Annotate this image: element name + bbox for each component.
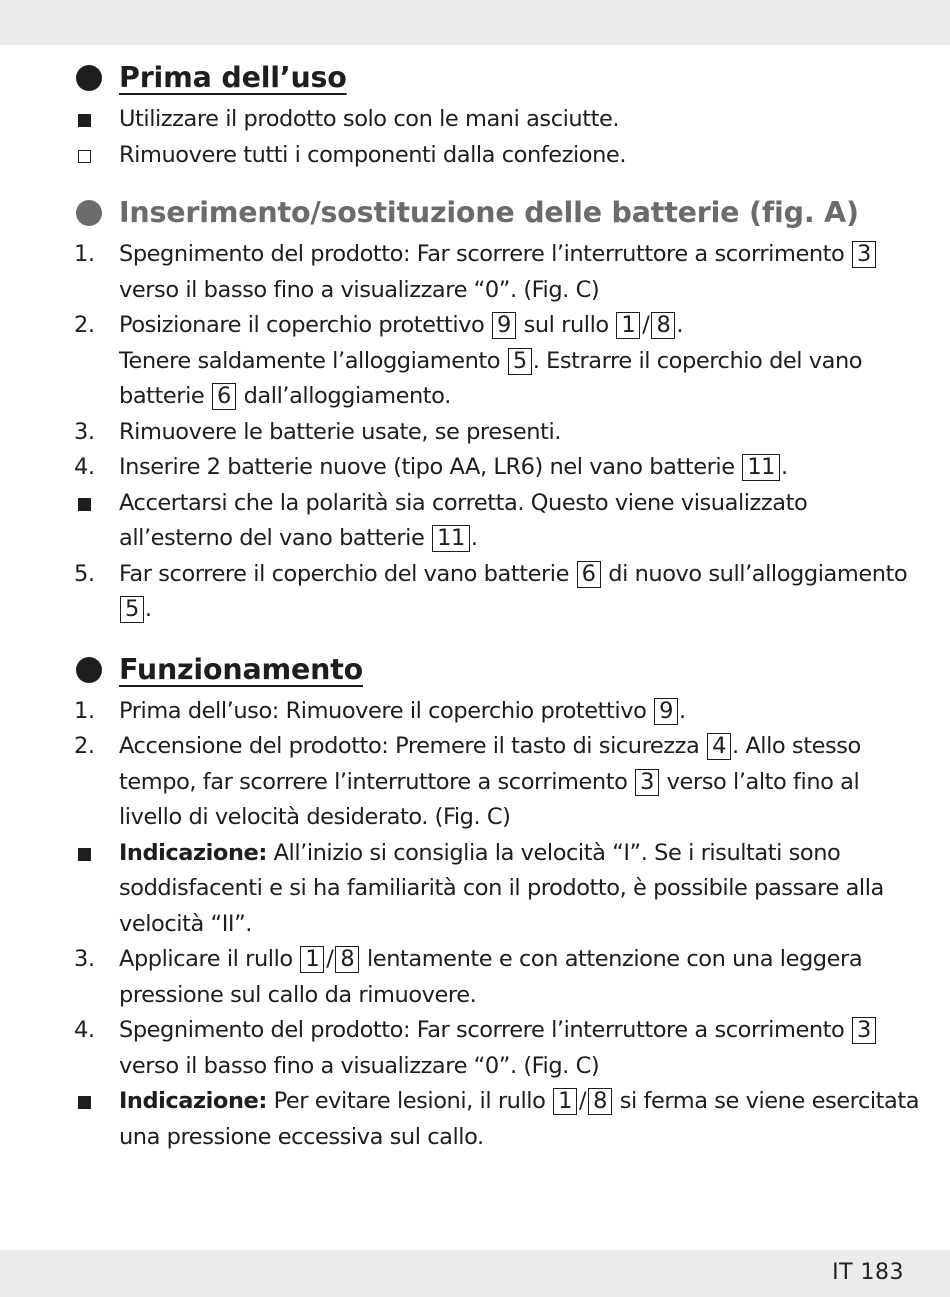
top-band — [0, 0, 950, 45]
checkbox-square-icon — [78, 150, 91, 163]
step-text: Posizionare il coperchio protettivo — [119, 312, 485, 338]
part-reference: 3 — [852, 241, 876, 268]
note-text: Accertarsi che la polarità sia corretta. Questo viene visualizzato all’esterno del vano batterie — [119, 489, 808, 551]
part-reference: 1 — [616, 312, 640, 339]
section-title: Prima dell’uso — [119, 61, 347, 94]
step-item: 4. Inserire 2 batterie nuove (tipo AA, LR6) nel vano batterie 11 . — [72, 450, 922, 486]
part-reference: 5 — [120, 596, 144, 623]
square-bullet-icon — [78, 498, 91, 511]
step-text: Far scorrere il coperchio del vano batterie — [119, 560, 569, 587]
funzionamento-list — [72, 694, 922, 1156]
step-item — [72, 1013, 922, 1084]
part-reference: 11 — [432, 525, 470, 552]
step-item — [72, 237, 922, 308]
part-reference: 8 — [651, 312, 675, 339]
slash-separator: / — [642, 312, 650, 338]
slash-separator: / — [578, 1088, 587, 1114]
note-text: All’inizio si consiglia la velocità “I”. Se i risultati sono soddisfacenti e si ha familiarità con il prodotto, è possibile passare alla velocità “II”. — [119, 839, 884, 937]
step-text: Spegnimento del prodotto: Far scorrere l’interruttore a scorrimento — [119, 241, 845, 267]
section-title: Inserimento/sostituzione delle batterie (fig. A) — [119, 196, 859, 229]
step-text: verso il basso fino a visualizzare “0”. (Fig. C) — [119, 1052, 600, 1079]
list-item — [72, 102, 922, 138]
step-number: 5. — [74, 560, 95, 587]
step-text: lentamente e con attenzione con una leggera pressione sul callo da rimuovere. — [119, 946, 863, 1008]
bullet-circle-icon — [76, 200, 102, 226]
part-reference: 6 — [212, 383, 236, 410]
step-item — [72, 729, 922, 836]
bullet-circle-icon — [76, 65, 102, 91]
part-reference: 3 — [852, 1017, 876, 1044]
section-heading-prima-uso — [72, 58, 922, 98]
section-title: Funzionamento — [119, 652, 364, 686]
step-number: 4. — [74, 1017, 95, 1043]
step-item: 5. Far scorrere il coperchio del vano batterie 6 di nuovo sull’alloggiamento 5 . — [72, 557, 922, 628]
step-text: dall’alloggiamento. — [243, 383, 451, 409]
note-label: Indicazione: — [119, 1088, 267, 1114]
slash-separator: / — [326, 946, 334, 972]
step-text: Accensione del prodotto: Premere il tasto di sicurezza — [119, 733, 700, 759]
step-text: Prima dell’uso: Rimuovere il coperchio protettivo — [119, 697, 647, 724]
step-text: Tenere saldamente l’alloggiamento — [119, 347, 501, 374]
note-text: si ferma se viene esercitata una pressione eccessiva sul callo. — [119, 1088, 920, 1150]
step-number: 2. — [74, 312, 95, 338]
step-number: 1. — [74, 241, 95, 267]
step-item: 2. Posizionare il coperchio protettivo 9 sul rullo 1 / 8 . Tenere saldamente l’alloggiamento 5 . Estrarre il coperchio del vano batterie 6 dall’alloggiamento. — [72, 308, 922, 415]
step-number: 3. — [74, 946, 95, 972]
prima-list — [72, 102, 922, 173]
part-reference: 8 — [588, 1088, 612, 1115]
footer-band — [0, 1250, 950, 1297]
step-number: 3. — [74, 418, 95, 445]
square-bullet-icon — [78, 1096, 91, 1109]
section-heading-batterie — [72, 193, 922, 233]
square-bullet-icon — [78, 114, 91, 127]
note-item — [72, 1084, 922, 1155]
step-item — [72, 942, 922, 1013]
step-number: 4. — [74, 454, 95, 480]
item-text: Rimuovere tutti i componenti dalla confezione. — [119, 141, 627, 168]
bullet-circle-icon — [76, 657, 102, 683]
part-reference: 9 — [654, 698, 678, 725]
note-text: Per evitare lesioni, il rullo — [273, 1088, 546, 1114]
section-heading-funzionamento — [72, 650, 922, 690]
note-item — [72, 836, 922, 943]
square-bullet-icon — [78, 848, 91, 861]
note-item: Accertarsi che la polarità sia corretta. Questo viene visualizzato all’esterno del vano batterie 11 . — [72, 486, 922, 557]
step-item: 1. Prima dell’uso: Rimuovere il coperchio protettivo 9 . — [72, 694, 922, 730]
step-number: 2. — [74, 733, 95, 759]
step-text: . Allo stesso tempo, far scorrere l’interruttore a scorrimento — [119, 733, 861, 795]
step-text: di nuovo sull’alloggiamento — [608, 560, 908, 587]
step-text: Rimuovere le batterie usate, se presenti. — [119, 418, 561, 445]
step-text: Spegnimento del prodotto: Far scorrere l’interruttore a scorrimento — [119, 1017, 845, 1043]
item-text: Utilizzare il prodotto solo con le mani asciutte. — [119, 106, 620, 132]
part-reference: 1 — [300, 946, 324, 973]
part-reference: 8 — [335, 946, 359, 973]
page-content — [72, 58, 922, 1155]
part-reference: 9 — [492, 312, 516, 339]
part-reference: 4 — [707, 733, 731, 760]
part-reference: 5 — [508, 348, 532, 375]
step-text: sul rullo — [523, 312, 609, 338]
step-item — [72, 415, 922, 451]
part-reference: 3 — [635, 769, 659, 796]
step-text: . Estrarre il coperchio del vano batterie — [119, 347, 863, 409]
list-item — [72, 138, 922, 174]
step-text: Inserire 2 batterie nuove (tipo AA, LR6) nel vano batterie — [119, 454, 735, 480]
page-number: IT 183 — [832, 1260, 904, 1285]
part-reference: 6 — [577, 561, 601, 588]
part-reference: 1 — [553, 1088, 577, 1115]
batterie-list — [72, 237, 922, 628]
step-text: verso il basso fino a visualizzare “0”. (Fig. C) — [119, 276, 600, 303]
step-text: verso l’alto fino al livello di velocità desiderato. (Fig. C) — [119, 768, 860, 830]
step-text: Applicare il rullo — [119, 946, 293, 972]
note-label: Indicazione: — [119, 839, 267, 866]
step-number: 1. — [74, 697, 95, 724]
part-reference: 11 — [742, 454, 780, 481]
